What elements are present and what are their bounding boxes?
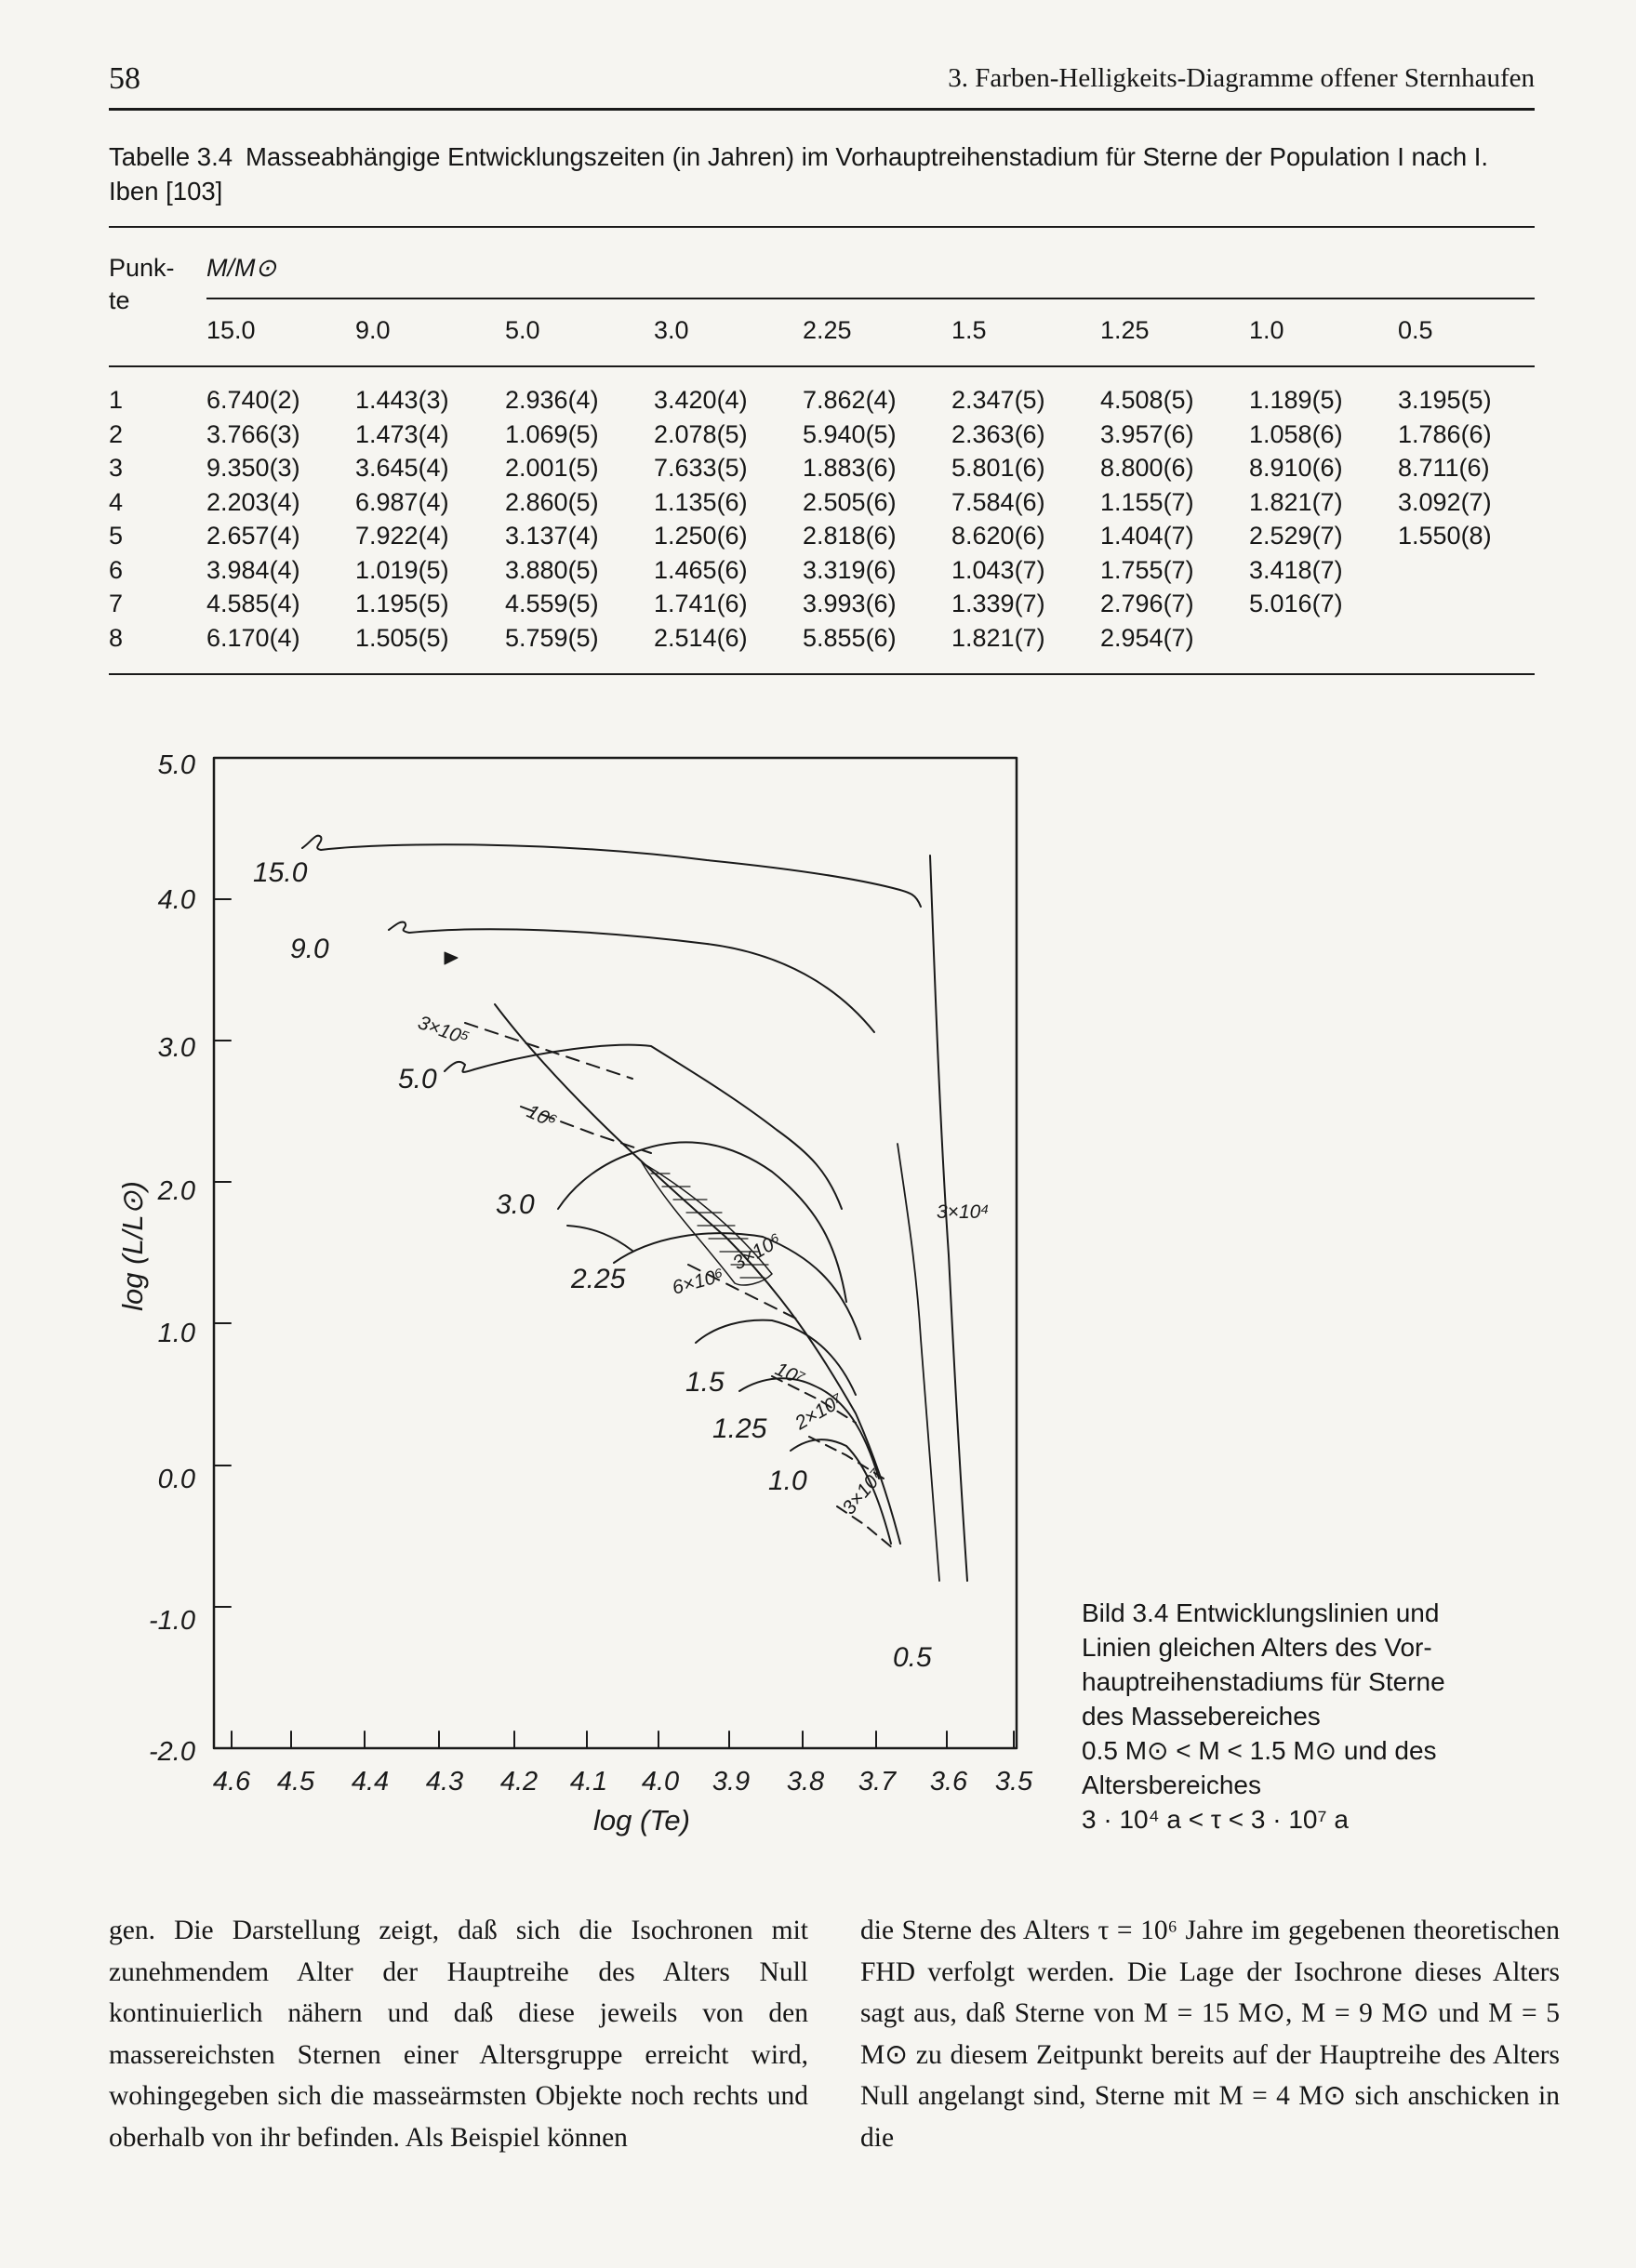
table-row (0, 624, 1636, 657)
y-tick-label: -1.0 (149, 1606, 195, 1636)
mass-column-header: 15.0 (206, 316, 256, 344)
y-tick-label: 0.0 (157, 1465, 195, 1494)
track-label: 1.0 (768, 1466, 807, 1496)
y-tick-label: 1.0 (157, 1319, 195, 1348)
table-cell: 8.910(6) (1249, 454, 1343, 482)
col-point-label-line2: te (109, 286, 130, 314)
table-cell: 2.363(6) (951, 419, 1045, 448)
table-cell: 1.058(6) (1249, 419, 1343, 448)
table-cell: 1.339(7) (951, 590, 1045, 617)
table-caption (109, 139, 1541, 208)
table-cell: 3.993(6) (803, 590, 897, 617)
table-caption-text: Masseabhängige Entwicklungszeiten (in Jahren) im Vorhauptreihenstadium für Sterne der Population I nach I. Iben [103] (109, 142, 1489, 206)
x-tick-label: 4.3 (425, 1767, 464, 1797)
table-cell: 1.821(7) (951, 623, 1045, 652)
table-cell: 8.620(6) (951, 522, 1045, 550)
isochrone-3e5 (465, 1023, 632, 1079)
isochrone-label: 6×10⁶ (670, 1265, 726, 1299)
track-3 (567, 1226, 632, 1251)
table-row (0, 420, 1636, 454)
table-caption-label: Tabelle 3.4 (109, 142, 233, 171)
table-bottom-rule (109, 673, 1535, 675)
table-header-rule (206, 298, 1535, 299)
isochrone-label: 3×10⁵ (415, 1012, 472, 1050)
x-tick-label: 4.4 (351, 1767, 390, 1797)
mass-column-header: 2.25 (803, 316, 852, 344)
table-cell: 3.418(7) (1249, 555, 1343, 584)
table-cell: 9.350(3) (206, 454, 300, 482)
table-cell: 2.529(7) (1249, 522, 1343, 550)
mass-column-header: 5.0 (505, 316, 540, 344)
figure-caption-line: Linien gleichen Alters des Vor- (1082, 1633, 1432, 1662)
table-cell: 6.170(4) (206, 623, 300, 652)
table-cell: 3.766(3) (206, 419, 300, 448)
track-label: 0.5 (893, 1642, 932, 1673)
track-label: 3.0 (496, 1189, 535, 1220)
table-cell: 6.740(2) (206, 386, 300, 414)
table-cell: 2.954(7) (1100, 623, 1194, 652)
track-label: 2.25 (571, 1264, 626, 1294)
figure-caption-line: Altersbereiches (1082, 1771, 1261, 1799)
table-cell: 5.759(5) (505, 623, 599, 652)
x-tick-label: 4.0 (641, 1767, 680, 1797)
table-cell: 1.505(5) (355, 623, 449, 652)
table-cell: 2.203(4) (206, 487, 300, 516)
table-cell: 2.818(6) (803, 522, 897, 550)
table-cell: 7.584(6) (951, 487, 1045, 516)
table-cell: 3.880(5) (505, 555, 599, 584)
table-row (0, 522, 1636, 555)
table-row (0, 590, 1636, 623)
table-cell-point: 1 (109, 386, 124, 414)
table-cell: 1.069(5) (505, 419, 599, 448)
table-cell-point: 5 (109, 522, 124, 550)
table-cell: 1.250(6) (654, 522, 748, 550)
y-tick-label: 5.0 (157, 750, 195, 780)
table-cell: 3.195(5) (1398, 386, 1492, 414)
body-right-column (860, 1910, 1560, 2158)
table-cell: 1.821(7) (1249, 487, 1343, 516)
table-cell: 1.465(6) (654, 555, 748, 584)
mass-column-header: 3.0 (654, 316, 689, 344)
y-tick-label: 3.0 (157, 1033, 195, 1063)
track-label: 9.0 (290, 934, 329, 964)
table-cell: 5.016(7) (1249, 590, 1343, 617)
table-cell-point: 8 (109, 623, 124, 652)
isochrone-3e7 (837, 1506, 893, 1548)
table-top-rule (109, 226, 1535, 228)
track-label: 1.25 (712, 1413, 767, 1444)
table-cell: 2.796(7) (1100, 590, 1194, 617)
track-15 (302, 836, 921, 907)
table-cell: 1.473(4) (355, 419, 449, 448)
header-rule (109, 108, 1535, 111)
figure-caption-line: Bild 3.4 Entwicklungslinien und (1082, 1598, 1440, 1627)
table-cell: 7.922(4) (355, 522, 449, 550)
table-row (0, 454, 1636, 487)
table-cell: 1.135(6) (654, 487, 748, 516)
isochrone-label: 3×10⁷ (838, 1466, 888, 1519)
mass-column-header: 0.5 (1398, 316, 1433, 344)
table-cell: 2.936(4) (505, 386, 599, 414)
table-cell: 1.786(6) (1398, 419, 1492, 448)
table-header-bottom-rule (109, 365, 1535, 367)
x-axis-ticks (232, 1731, 1014, 1748)
table-cell: 3.092(7) (1398, 487, 1492, 516)
body-paragraph: gen. Die Darstellung zeigt, daß sich die Isochronen mit zunehmendem Alter der Hauptreihe des Alters Null kontinuierlich nähern und daß diese jeweils von den massereichsten Sternen einer Altersgruppe erreicht wird, wohingegeben sich die masseärmsten Objekte noch rechts und oberhalb von ihr befinden. Als Beispiel können (109, 1916, 808, 2153)
plot-frame (214, 758, 1017, 1748)
y-axis-ticks (214, 758, 231, 1748)
table-cell: 2.001(5) (505, 454, 599, 482)
track-05-inner (898, 1144, 939, 1581)
figure-caption-line: des Massebereiches (1082, 1702, 1321, 1731)
mass-column-header: 1.25 (1100, 316, 1150, 344)
table-cell: 3.137(4) (505, 522, 599, 550)
mass-column-header: 9.0 (355, 316, 391, 344)
table-cell: 1.019(5) (355, 555, 449, 584)
table-cell: 5.940(5) (803, 419, 897, 448)
figure-caption (1082, 1596, 1547, 1837)
track-5 (445, 1045, 842, 1209)
x-tick-label: 4.1 (569, 1767, 608, 1797)
x-tick-label: 3.6 (929, 1767, 968, 1797)
x-tick-label: 4.2 (499, 1767, 539, 1797)
table-cell: 7.633(5) (654, 454, 748, 482)
table-cell: 3.645(4) (355, 454, 449, 482)
x-tick-label: 4.5 (276, 1767, 315, 1797)
table-cell-point: 2 (109, 419, 124, 448)
table-cell: 2.514(6) (654, 623, 748, 652)
table-cell: 2.078(5) (654, 419, 748, 448)
table-cell: 5.855(6) (803, 623, 897, 652)
x-tick-label: 3.8 (786, 1767, 825, 1797)
table-row (0, 386, 1636, 419)
table-cell-point: 7 (109, 590, 124, 617)
y-tick-label: -2.0 (149, 1737, 195, 1767)
x-tick-label: 3.7 (858, 1767, 897, 1797)
table-cell: 4.559(5) (505, 590, 599, 617)
table-cell: 8.800(6) (1100, 454, 1194, 482)
table-cell: 2.505(6) (803, 487, 897, 516)
track-label: 15.0 (253, 857, 308, 888)
table-cell: 1.189(5) (1249, 386, 1343, 414)
isochrone-label: 2×10⁷ (791, 1389, 847, 1435)
table-cell: 7.862(4) (803, 386, 897, 414)
table-cell: 4.585(4) (206, 590, 300, 617)
table-cell: 1.443(3) (355, 386, 449, 414)
x-tick-label: 3.5 (994, 1767, 1033, 1797)
table-cell: 2.347(5) (951, 386, 1045, 414)
body-paragraph: die Sterne des Alters τ = 10⁶ Jahre im gegebenen theoretischen FHD verfolgt werden. Die Lage der Isochrone dieses Alters sagt aus, daß Sterne von M = 15 M⊙, M = 9 M⊙ und M = 5 M⊙ zu diesem Zeitpunkt bereits auf der Hauptreihe des Alters Null angelangt sind, Sterne mit M = 4 M⊙ sich anschicken in die (860, 1916, 1560, 2153)
table-cell: 2.657(4) (206, 522, 300, 550)
page-number: 58 (109, 61, 140, 96)
track-9 (389, 922, 874, 1032)
track-label: 5.0 (398, 1064, 437, 1094)
figure-caption-line: 0.5 M⊙ < M < 1.5 M⊙ und des (1082, 1736, 1437, 1765)
table-cell-point: 6 (109, 555, 124, 584)
table-cell: 4.508(5) (1100, 386, 1194, 414)
table-cell-point: 4 (109, 487, 124, 516)
isochrone-label: 10⁷ (771, 1358, 808, 1390)
body-left-column (109, 1910, 808, 2158)
track-label: 1.5 (685, 1367, 725, 1398)
table-cell: 1.195(5) (355, 590, 449, 617)
table-cell: 6.987(4) (355, 487, 449, 516)
isochrone-label: 10⁶ (523, 1100, 560, 1134)
y-axis-label: log (L/L⊙) (116, 1181, 149, 1311)
table-row (0, 488, 1636, 522)
table-cell: 1.550(8) (1398, 522, 1492, 550)
table-cell: 3.319(6) (803, 555, 897, 584)
mass-column-header: 1.5 (951, 316, 987, 344)
col-point-label-line1: Punk- (109, 254, 175, 282)
table-cell: 3.420(4) (654, 386, 748, 414)
table-cell: 1.043(7) (951, 555, 1045, 584)
table-cell: 3.984(4) (206, 555, 300, 584)
table-cell: 5.801(6) (951, 454, 1045, 482)
x-axis-label: log (Te) (593, 1804, 690, 1837)
figure-caption-line: 3 · 10⁴ a < τ < 3 · 10⁷ a (1082, 1805, 1349, 1834)
table-cell: 1.755(7) (1100, 555, 1194, 584)
table-cell: 1.155(7) (1100, 487, 1194, 516)
isochrone-label: 3×10⁴ (937, 1201, 990, 1223)
col-mass-label: M/M⊙ (206, 254, 277, 282)
table-cell: 1.883(6) (803, 454, 897, 482)
table-cell: 1.741(6) (654, 590, 748, 617)
table-row (0, 556, 1636, 590)
y-tick-label: 4.0 (157, 885, 195, 915)
x-tick-label: 3.9 (712, 1767, 751, 1797)
x-tick-label: 4.6 (212, 1767, 251, 1797)
figure-caption-line: hauptreihenstadiums für Sterne (1082, 1667, 1445, 1696)
table-cell: 8.711(6) (1398, 454, 1490, 482)
running-head: 3. Farben-Helligkeits-Diagramme offener Sternhaufen (948, 63, 1535, 93)
isochrone-label: 3×10⁶ (729, 1229, 786, 1275)
table-cell-point: 3 (109, 454, 124, 482)
arrow-marker (445, 952, 458, 964)
table-cell: 3.957(6) (1100, 419, 1194, 448)
y-tick-label: 2.0 (157, 1176, 195, 1206)
mass-column-header: 1.0 (1249, 316, 1284, 344)
table-cell: 2.860(5) (505, 487, 599, 516)
table-cell: 1.404(7) (1100, 522, 1194, 550)
